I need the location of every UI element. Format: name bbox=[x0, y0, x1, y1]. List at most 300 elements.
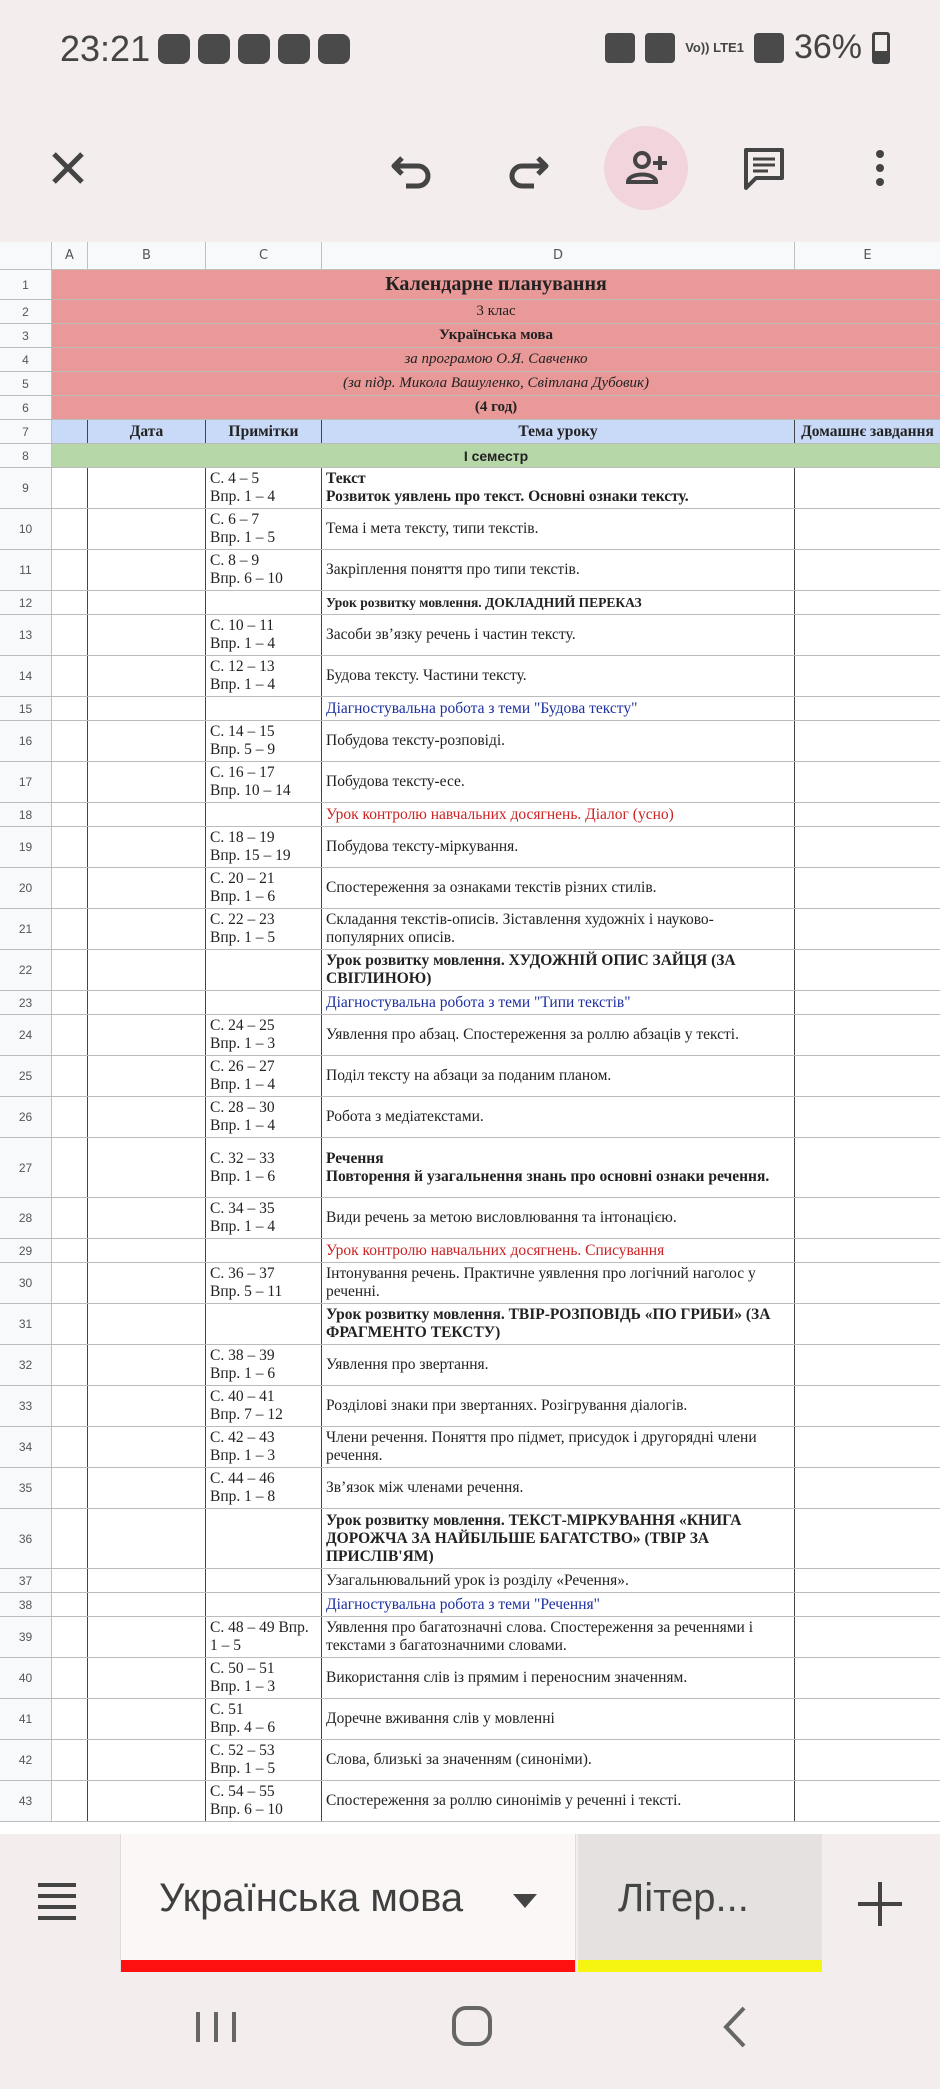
cell-b[interactable] bbox=[88, 1593, 206, 1616]
cell-c[interactable] bbox=[206, 950, 322, 990]
row-number[interactable]: 21 bbox=[0, 909, 52, 949]
cell-a[interactable] bbox=[52, 615, 88, 655]
header-cell-a[interactable] bbox=[52, 420, 88, 443]
table-row bbox=[0, 827, 940, 868]
row-number[interactable]: 25 bbox=[0, 1056, 52, 1096]
table-row bbox=[0, 1138, 940, 1198]
row-number[interactable]: 4 bbox=[0, 348, 52, 371]
tab-color-bar bbox=[121, 1960, 575, 1972]
cell-d[interactable] bbox=[322, 1263, 795, 1303]
row-number[interactable]: 22 bbox=[0, 950, 52, 990]
sheet-tab-second[interactable] bbox=[578, 1834, 822, 1972]
cell-e[interactable] bbox=[795, 550, 940, 590]
cell-a[interactable] bbox=[52, 827, 88, 867]
cell-a[interactable] bbox=[52, 468, 88, 508]
cell-a[interactable] bbox=[52, 550, 88, 590]
row-number[interactable]: 23 bbox=[0, 991, 52, 1014]
redo-button[interactable] bbox=[486, 126, 570, 210]
cell-text: Будова тексту. Частини тексту. bbox=[326, 667, 527, 684]
row-number[interactable]: 12 bbox=[0, 591, 52, 614]
cell-d[interactable] bbox=[322, 721, 795, 761]
cell-d[interactable] bbox=[322, 1740, 795, 1780]
cell-b[interactable] bbox=[88, 656, 206, 696]
table-row bbox=[0, 300, 940, 324]
cell-a[interactable] bbox=[52, 1569, 88, 1592]
cell-e[interactable] bbox=[795, 656, 940, 696]
cell-text: Дата bbox=[129, 422, 164, 440]
merged-cell[interactable] bbox=[52, 372, 940, 395]
merged-cell[interactable] bbox=[52, 300, 940, 323]
cell-e[interactable] bbox=[795, 468, 940, 508]
row-number[interactable]: 5 bbox=[0, 372, 52, 395]
alarm-icon bbox=[605, 33, 635, 63]
cell-d[interactable] bbox=[322, 1593, 795, 1616]
cell-e[interactable] bbox=[795, 868, 940, 908]
cell-text: Урок розвитку мовлення. ТЕКСТ-МІРКУВАННЯ «КНИГА ДОРОЖЧА ЗА НАЙБІЛЬШЕ БАГАТСТВО» (ТВІР ЗА ПРИСЛІВ'ЯМ) bbox=[326, 1511, 742, 1565]
row-number[interactable]: 2 bbox=[0, 300, 52, 323]
cell-c[interactable] bbox=[206, 468, 322, 508]
column-header-a[interactable]: A bbox=[52, 242, 88, 270]
cell-a[interactable] bbox=[52, 1781, 88, 1821]
row-number[interactable]: 38 bbox=[0, 1593, 52, 1616]
cell-text: С. 42 – 43 Впр. 1 – 3 bbox=[210, 1429, 276, 1464]
row-number[interactable]: 20 bbox=[0, 868, 52, 908]
cell-e[interactable] bbox=[795, 1138, 940, 1197]
row-number[interactable]: 13 bbox=[0, 615, 52, 655]
cell-a[interactable] bbox=[52, 1097, 88, 1137]
table-row bbox=[0, 762, 940, 803]
cell-text: Речення Повторення й узагальнення знань про основні ознаки речення. bbox=[326, 1149, 770, 1185]
cell-b[interactable] bbox=[88, 1345, 206, 1385]
cell-d[interactable] bbox=[322, 991, 795, 1014]
cell-e[interactable] bbox=[795, 1304, 940, 1344]
table-row bbox=[0, 1509, 940, 1569]
table-row bbox=[0, 950, 940, 991]
cell-e[interactable] bbox=[795, 991, 940, 1014]
cell-b[interactable] bbox=[88, 550, 206, 590]
cell-d[interactable] bbox=[322, 1509, 795, 1568]
cell-d[interactable] bbox=[322, 509, 795, 549]
cell-b[interactable] bbox=[88, 1509, 206, 1568]
row-number[interactable]: 10 bbox=[0, 509, 52, 549]
cell-e[interactable] bbox=[795, 1056, 940, 1096]
cell-e[interactable] bbox=[795, 591, 940, 614]
cell-a[interactable] bbox=[52, 1345, 88, 1385]
cell-b[interactable] bbox=[88, 1617, 206, 1657]
cell-d[interactable] bbox=[322, 615, 795, 655]
cell-text: Українська мова bbox=[438, 327, 554, 343]
cell-e[interactable] bbox=[795, 1198, 940, 1238]
cell-b[interactable] bbox=[88, 1015, 206, 1055]
cell-text: Види речень за метою висловлювання та інтонацією. bbox=[326, 1209, 677, 1226]
cell-c[interactable] bbox=[206, 697, 322, 720]
table-row bbox=[0, 1345, 940, 1386]
column-header-d[interactable]: D bbox=[322, 242, 795, 270]
cell-d[interactable] bbox=[322, 1345, 795, 1385]
cell-a[interactable] bbox=[52, 868, 88, 908]
cell-c[interactable] bbox=[206, 1386, 322, 1426]
more-options-button[interactable] bbox=[838, 126, 922, 210]
cell-c[interactable] bbox=[206, 762, 322, 802]
cell-text: С. 10 – 11 Впр. 1 – 4 bbox=[210, 617, 276, 652]
cell-a[interactable] bbox=[52, 1304, 88, 1344]
row-number[interactable]: 37 bbox=[0, 1569, 52, 1592]
cell-text: Узагальнювальний урок із розділу «Речення». bbox=[326, 1571, 629, 1589]
share-button[interactable] bbox=[604, 126, 688, 210]
header-cell-c[interactable] bbox=[206, 420, 322, 443]
cell-c[interactable] bbox=[206, 1569, 322, 1592]
battery-level: 36% bbox=[793, 28, 862, 66]
cell-e[interactable] bbox=[795, 697, 940, 720]
cell-text: Доречне вживання слів у мовленні bbox=[326, 1710, 555, 1727]
cell-c[interactable] bbox=[206, 1304, 322, 1344]
cell-d[interactable] bbox=[322, 1056, 795, 1096]
comments-button[interactable] bbox=[722, 126, 806, 210]
cell-a[interactable] bbox=[52, 1386, 88, 1426]
cell-e[interactable] bbox=[795, 827, 940, 867]
cell-e[interactable] bbox=[795, 1015, 940, 1055]
cell-d[interactable] bbox=[322, 803, 795, 826]
cell-c[interactable] bbox=[206, 591, 322, 614]
merged-cell[interactable] bbox=[52, 270, 940, 299]
cell-c[interactable] bbox=[206, 1781, 322, 1821]
cell-d[interactable] bbox=[322, 656, 795, 696]
cell-b[interactable] bbox=[88, 721, 206, 761]
table-row bbox=[0, 1781, 940, 1822]
cell-a[interactable] bbox=[52, 1198, 88, 1238]
cell-c[interactable] bbox=[206, 1699, 322, 1739]
cell-b[interactable] bbox=[88, 803, 206, 826]
cell-c[interactable] bbox=[206, 1056, 322, 1096]
cell-b[interactable] bbox=[88, 1781, 206, 1821]
cell-text: Побудова тексту-міркування. bbox=[326, 838, 519, 855]
row-number[interactable]: 26 bbox=[0, 1097, 52, 1137]
cell-text: (4 год) bbox=[474, 399, 518, 415]
cell-text: Інтонування речень. Практичне уявлення про логічний наголос у реченні. bbox=[326, 1265, 756, 1300]
cell-d[interactable] bbox=[322, 468, 795, 508]
cell-e[interactable] bbox=[795, 1345, 940, 1385]
row-number[interactable]: 9 bbox=[0, 468, 52, 508]
table-row bbox=[0, 420, 940, 444]
row-number[interactable]: 16 bbox=[0, 721, 52, 761]
cell-b[interactable] bbox=[88, 909, 206, 949]
sheet-tab-label: Літер... bbox=[618, 1876, 749, 1920]
cell-b[interactable] bbox=[88, 762, 206, 802]
row-number[interactable]: 39 bbox=[0, 1617, 52, 1657]
home-icon[interactable] bbox=[442, 2002, 502, 2052]
row-number[interactable]: 34 bbox=[0, 1427, 52, 1467]
row-number[interactable]: 1 bbox=[0, 270, 52, 299]
select-all-corner[interactable] bbox=[0, 242, 52, 270]
cell-c[interactable] bbox=[206, 1658, 322, 1698]
cell-e[interactable] bbox=[795, 1617, 940, 1657]
more-vert-icon bbox=[856, 144, 904, 192]
cell-text: С. 44 – 46 Впр. 1 – 8 bbox=[210, 1470, 276, 1505]
table-row bbox=[0, 1658, 940, 1699]
cell-b[interactable] bbox=[88, 697, 206, 720]
cell-d[interactable] bbox=[322, 1427, 795, 1467]
column-header-e[interactable]: E bbox=[863, 248, 872, 263]
cell-b[interactable] bbox=[88, 1263, 206, 1303]
cell-c[interactable] bbox=[206, 1263, 322, 1303]
all-sheets-button[interactable] bbox=[30, 1876, 86, 1932]
cell-d[interactable] bbox=[322, 1569, 795, 1592]
cell-a[interactable] bbox=[52, 509, 88, 549]
cell-d[interactable] bbox=[322, 1699, 795, 1739]
table-row bbox=[0, 1056, 940, 1097]
cell-a[interactable] bbox=[52, 1593, 88, 1616]
cell-d[interactable] bbox=[322, 868, 795, 908]
cell-e[interactable] bbox=[795, 1263, 940, 1303]
row-number[interactable]: 3 bbox=[0, 324, 52, 347]
cell-b[interactable] bbox=[88, 1740, 206, 1780]
cell-e[interactable] bbox=[795, 1239, 940, 1262]
cell-b[interactable] bbox=[88, 1097, 206, 1137]
cell-text: С. 20 – 21 Впр. 1 – 6 bbox=[210, 870, 276, 905]
row-number[interactable]: 27 bbox=[0, 1138, 52, 1197]
cell-e[interactable] bbox=[795, 803, 940, 826]
cell-b[interactable] bbox=[88, 950, 206, 990]
cell-b[interactable] bbox=[88, 1056, 206, 1096]
header-cell-d[interactable] bbox=[322, 420, 795, 443]
row-number[interactable]: 30 bbox=[0, 1263, 52, 1303]
cell-d[interactable] bbox=[322, 909, 795, 949]
cell-e[interactable] bbox=[795, 721, 940, 761]
cell-a[interactable] bbox=[52, 656, 88, 696]
merged-cell[interactable] bbox=[52, 348, 940, 371]
cell-b[interactable] bbox=[88, 1138, 206, 1197]
cell-e[interactable] bbox=[795, 509, 940, 549]
cell-c[interactable] bbox=[206, 827, 322, 867]
cell-e[interactable] bbox=[795, 1509, 940, 1568]
cell-text: Текст Розвиток уявлень про текст. Основні ознаки тексту. bbox=[326, 470, 689, 505]
row-number[interactable]: 28 bbox=[0, 1198, 52, 1238]
cell-d[interactable] bbox=[322, 950, 795, 990]
cell-c[interactable] bbox=[206, 1509, 322, 1568]
cell-c[interactable] bbox=[206, 1198, 322, 1238]
row-number[interactable]: 15 bbox=[0, 697, 52, 720]
table-row bbox=[0, 1015, 940, 1056]
cell-a[interactable] bbox=[52, 1239, 88, 1262]
youtube-icon bbox=[238, 34, 270, 64]
cell-c[interactable] bbox=[206, 1097, 322, 1137]
cell-a[interactable] bbox=[52, 1468, 88, 1508]
dropdown-arrow-icon[interactable] bbox=[513, 1894, 537, 1908]
row-number[interactable]: 32 bbox=[0, 1345, 52, 1385]
row-number[interactable]: 8 bbox=[0, 444, 52, 467]
cell-e[interactable] bbox=[795, 1386, 940, 1426]
cell-c[interactable] bbox=[206, 1239, 322, 1262]
cell-text: С. 22 – 23 Впр. 1 – 5 bbox=[210, 911, 276, 946]
cell-a[interactable] bbox=[52, 1658, 88, 1698]
cell-d[interactable] bbox=[322, 550, 795, 590]
cell-e[interactable] bbox=[795, 1427, 940, 1467]
cell-c[interactable] bbox=[206, 909, 322, 949]
row-number[interactable]: 29 bbox=[0, 1239, 52, 1262]
cell-text: Урок розвитку мовлення. ТВІР-РОЗПОВІДЬ «ПО ГРИБИ» (ЗА ФРАГМЕНТО ТЕКСТУ) bbox=[326, 1306, 771, 1341]
cell-c[interactable] bbox=[206, 721, 322, 761]
cell-b[interactable] bbox=[88, 1658, 206, 1698]
row-number[interactable]: 31 bbox=[0, 1304, 52, 1344]
cell-b[interactable] bbox=[88, 1386, 206, 1426]
cell-e[interactable] bbox=[795, 1468, 940, 1508]
cell-d[interactable] bbox=[322, 762, 795, 802]
cell-a[interactable] bbox=[52, 1015, 88, 1055]
cell-b[interactable] bbox=[88, 1198, 206, 1238]
table-row bbox=[0, 591, 940, 615]
merged-cell[interactable] bbox=[52, 396, 940, 419]
cell-e[interactable] bbox=[795, 1740, 940, 1780]
cell-c[interactable] bbox=[206, 1015, 322, 1055]
cell-d[interactable] bbox=[322, 1658, 795, 1698]
cell-d[interactable] bbox=[322, 1239, 795, 1262]
cell-e[interactable] bbox=[795, 1781, 940, 1821]
back-icon[interactable] bbox=[706, 2002, 766, 2052]
cell-a[interactable] bbox=[52, 1617, 88, 1657]
recent-apps-icon[interactable] bbox=[186, 2002, 246, 2052]
row-number[interactable]: 33 bbox=[0, 1386, 52, 1426]
row-number[interactable]: 17 bbox=[0, 762, 52, 802]
cell-b[interactable] bbox=[88, 827, 206, 867]
cell-e[interactable] bbox=[795, 1097, 940, 1137]
clock: 23:21 bbox=[60, 28, 151, 69]
row-number[interactable]: 40 bbox=[0, 1658, 52, 1698]
close-button[interactable] bbox=[26, 126, 110, 210]
cell-a[interactable] bbox=[52, 1263, 88, 1303]
cell-a[interactable] bbox=[52, 1699, 88, 1739]
cell-d[interactable] bbox=[322, 1198, 795, 1238]
cell-d[interactable] bbox=[322, 1304, 795, 1344]
cell-b[interactable] bbox=[88, 1239, 206, 1262]
cell-e[interactable] bbox=[795, 1593, 940, 1616]
cell-e[interactable] bbox=[795, 1699, 940, 1739]
cell-text: С. 32 – 33 Впр. 1 – 6 bbox=[210, 1149, 276, 1185]
cell-d[interactable] bbox=[322, 1617, 795, 1657]
table-row bbox=[0, 656, 940, 697]
cell-c[interactable] bbox=[206, 1138, 322, 1197]
cell-e[interactable] bbox=[795, 909, 940, 949]
cell-a[interactable] bbox=[52, 803, 88, 826]
cell-d[interactable] bbox=[322, 1138, 795, 1197]
cell-e[interactable] bbox=[795, 762, 940, 802]
row-number[interactable]: 36 bbox=[0, 1509, 52, 1568]
header-cell-e[interactable] bbox=[795, 420, 940, 443]
cell-a[interactable] bbox=[52, 697, 88, 720]
cell-a[interactable] bbox=[52, 1509, 88, 1568]
cell-c[interactable] bbox=[206, 803, 322, 826]
cell-d[interactable] bbox=[322, 1386, 795, 1426]
row-number[interactable]: 18 bbox=[0, 803, 52, 826]
row-number[interactable]: 14 bbox=[0, 656, 52, 696]
table-row bbox=[0, 1198, 940, 1239]
row-number[interactable]: 11 bbox=[0, 550, 52, 590]
cell-a[interactable] bbox=[52, 991, 88, 1014]
cell-text: Складання текстів-описів. Зіставлення художніх і науково-популярних описів. bbox=[326, 911, 714, 946]
row-number[interactable]: 6 bbox=[0, 396, 52, 419]
cell-b[interactable] bbox=[88, 1699, 206, 1739]
cell-c[interactable] bbox=[206, 509, 322, 549]
row-number[interactable]: 35 bbox=[0, 1468, 52, 1508]
cell-b[interactable] bbox=[88, 591, 206, 614]
cell-a[interactable] bbox=[52, 1427, 88, 1467]
cell-e[interactable] bbox=[795, 1658, 940, 1698]
row-number[interactable]: 42 bbox=[0, 1740, 52, 1780]
cell-d[interactable] bbox=[322, 1468, 795, 1508]
table-row bbox=[0, 868, 940, 909]
cell-c[interactable] bbox=[206, 1468, 322, 1508]
cell-a[interactable] bbox=[52, 909, 88, 949]
cell-b[interactable] bbox=[88, 991, 206, 1014]
cell-c[interactable] bbox=[206, 615, 322, 655]
undo-button[interactable] bbox=[370, 126, 454, 210]
cell-c[interactable] bbox=[206, 550, 322, 590]
cell-a[interactable] bbox=[52, 591, 88, 614]
cell-e[interactable] bbox=[795, 1569, 940, 1592]
cell-b[interactable] bbox=[88, 1468, 206, 1508]
cell-text: С. 34 – 35 Впр. 1 – 4 bbox=[210, 1200, 276, 1235]
cell-a[interactable] bbox=[52, 1740, 88, 1780]
cell-c[interactable] bbox=[206, 1345, 322, 1385]
header-cell-b[interactable] bbox=[88, 420, 206, 443]
cell-text: С. 48 – 49 Впр. 1 – 5 bbox=[210, 1619, 309, 1654]
table-row bbox=[0, 1569, 940, 1593]
cell-d[interactable] bbox=[322, 1015, 795, 1055]
sheet-tab-label: Українська мова bbox=[159, 1876, 464, 1920]
cell-d[interactable] bbox=[322, 827, 795, 867]
cell-c[interactable] bbox=[206, 1617, 322, 1657]
row-number[interactable]: 41 bbox=[0, 1699, 52, 1739]
cell-c[interactable] bbox=[206, 868, 322, 908]
row-number[interactable]: 43 bbox=[0, 1781, 52, 1821]
cell-c[interactable] bbox=[206, 1593, 322, 1616]
cell-b[interactable] bbox=[88, 868, 206, 908]
cell-c[interactable] bbox=[206, 1427, 322, 1467]
cell-a[interactable] bbox=[52, 721, 88, 761]
spreadsheet-grid[interactable] bbox=[0, 242, 940, 1834]
row-number[interactable]: 7 bbox=[0, 420, 52, 443]
cell-text: Тема уроку bbox=[518, 422, 598, 440]
cell-d[interactable] bbox=[322, 1097, 795, 1137]
cell-b[interactable] bbox=[88, 1427, 206, 1467]
cell-b[interactable] bbox=[88, 1569, 206, 1592]
sheet-tab-active[interactable] bbox=[120, 1834, 576, 1972]
column-header-c[interactable]: C bbox=[206, 242, 322, 270]
cell-c[interactable] bbox=[206, 656, 322, 696]
cell-e[interactable] bbox=[795, 615, 940, 655]
row-number[interactable]: 24 bbox=[0, 1015, 52, 1055]
cell-d[interactable] bbox=[322, 591, 795, 614]
cell-a[interactable] bbox=[52, 762, 88, 802]
cell-b[interactable] bbox=[88, 509, 206, 549]
row-number[interactable]: 19 bbox=[0, 827, 52, 867]
cell-text: С. 36 – 37 Впр. 5 – 11 bbox=[210, 1265, 283, 1300]
cell-c[interactable] bbox=[206, 991, 322, 1014]
add-sheet-button[interactable] bbox=[850, 1874, 910, 1934]
cell-b[interactable] bbox=[88, 1304, 206, 1344]
merged-cell[interactable] bbox=[52, 324, 940, 347]
cell-e[interactable] bbox=[795, 950, 940, 990]
cell-b[interactable] bbox=[88, 468, 206, 508]
cell-c[interactable] bbox=[206, 1740, 322, 1780]
cell-d[interactable] bbox=[322, 697, 795, 720]
cell-a[interactable] bbox=[52, 950, 88, 990]
cell-d[interactable] bbox=[322, 1781, 795, 1821]
column-header-b[interactable]: B bbox=[88, 242, 206, 270]
cell-b[interactable] bbox=[88, 615, 206, 655]
cell-a[interactable] bbox=[52, 1056, 88, 1096]
merged-cell[interactable] bbox=[52, 444, 940, 467]
cell-a[interactable] bbox=[52, 1138, 88, 1197]
